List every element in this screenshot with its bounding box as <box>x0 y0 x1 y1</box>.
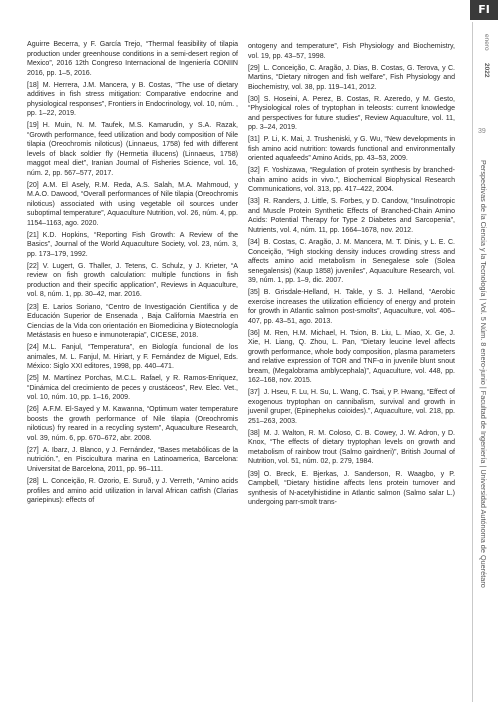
reference-entry <box>248 329 455 386</box>
reference-text: F. Yoshizawa, “Regulation of protein synthesis by branched-chain amino acids in vivo.”, Biochemical Biophysical Research Communications, vol. 313, pp. 417–422, 2004. <box>248 167 455 194</box>
reference-number: [39] <box>248 470 260 478</box>
reference-entry <box>248 64 455 93</box>
issue-year: 2022 <box>483 63 490 78</box>
reference-number: [19] <box>27 122 39 130</box>
reference-number: [38] <box>248 429 260 437</box>
reference-entry <box>27 343 238 372</box>
reference-text: A.F.M. El-Sayed y M. Kawanna, “Optimum water temperature boosts the growth performance of Nile tilapia (Oreochromis niloticus) fry reared in a recycling system”, Aquaculture Research, vol. 39, núm. 6, pp. 670–672, abr. 2008. <box>27 406 238 442</box>
reference-number: [29] <box>248 64 260 72</box>
reference-number: [37] <box>248 389 260 397</box>
reference-entry <box>27 181 238 229</box>
reference-number: [22] <box>27 262 39 270</box>
reference-text: A.M. El Asely, R.M. Reda, A.S. Salah, M.A. Mahmoud, y M.A.O. Dawood, “Overall performances of Nile tilapia (Oreochromis niloticus) associated with using vegetable oil sources under suboptimal temperature”, Aquaculture Nutrition, vol. 26, núm. 4, pp. 1154–1163, ago. 2020. <box>27 181 238 227</box>
reference-entry <box>27 81 238 119</box>
reference-text: Aguirre Becerra, y F. García Trejo, “Thermal feasibility of tilapia production under greenhouse conditions in a semi-desert region of Mexico”, 2016 12th Congreso Internacional de Ingeniería CONIIN 2016, pp. 1–5, 2016. <box>27 41 238 77</box>
reference-text: L. Conceição, R. Ozorio, E. Suruð, y J. Verreth, “Amino acids profiles and amino acid utilization in larval African catfish (Clarias gariepinus): effects of <box>27 478 238 505</box>
reference-entry <box>27 446 238 475</box>
reference-text: E. Larios Soriano, “Centro de Investigación Científica y de Educación Superior de Ensenada , Baja California Maestría en Ciencias de la Vida con orientación en Biomedicina y Biotecnología Metástasis en hueso e inmunoterapia”, CICESE, 2018. <box>27 303 238 340</box>
reference-number: [36] <box>248 329 260 337</box>
reference-entry <box>248 238 455 286</box>
journal-logo: FI <box>470 0 498 20</box>
reference-entry <box>27 262 238 300</box>
reference-text: J. Hseu, F. Lu, H. Su, L. Wang, C. Tsai, y P. Hwang, “Effect of exogenous tryptophan on cannibalism, survival and growth in juvenil gruper, (Epinephelus coioides).”, Aquaculture, vol. 218, pp. 251–263, 2003. <box>248 389 455 425</box>
reference-number: [27] <box>27 446 39 454</box>
reference-entry <box>248 166 455 195</box>
reference-text: M. Ren, H.M. Michael, H. Tsion, B. Liu, L. Miao, X. Ge, J. Xie, H. Liang, Q. Zhou, L. Pan, “Dietary leucine level affects growth performance, whole body composition, plasma parameters and relative expression of TOR and TNF-α in juvenile blunt snout bream, (Megalobrama amblycephala)”, Aquaculture, vol. 448, pp. 162–168, nov. 2015. <box>248 329 455 385</box>
reference-text: M. J. Walton, R. M. Coloso, C. B. Cowey, J. W. Adron, y D. Knox, “The effects of dietary tryptophan levels on growth and metabolism of rainbow trout (Salmo gairdneri)”, British Journal of Nutrition, vol. 51, núm. 02, p. 279, 1984. <box>248 429 455 466</box>
reference-number: [20] <box>27 181 39 189</box>
reference-entry <box>27 303 238 341</box>
reference-number: [35] <box>248 289 260 297</box>
reference-text: M. Martínez Porchas, M.C.L. Rafael, y R. Ramos-Enriquez, “Dinámica del crecimiento de peces y crustáceos”, Rev. Elec. Vet., vol. 10, núm. 10, pp. 1–16, 2009. <box>27 375 238 402</box>
references-right-column <box>248 42 455 510</box>
reference-entry <box>248 388 455 426</box>
reference-entry <box>27 121 238 178</box>
reference-number: [28] <box>27 478 39 486</box>
reference-text: V. Lugert, G. Thaller, J. Tetens, C. Schulz, y J. Krieter, “A review on fish growth calculation: multiple functions in fish production and their specific application”, Reviews in Aquaculture, vol. 8, núm. 1, pp. 30–42, mar. 2016. <box>27 262 238 299</box>
reference-text: A. Ibarz, J. Blanco, y J. Fernández, “Bases metabólicas de la nutrición.”, en Piscicultura marina en Latinoamerica, Barcelona: Universitat de Barcelona, 2011, pp. 96–111. <box>27 446 238 473</box>
reference-entry <box>27 231 238 260</box>
reference-number: [34] <box>248 239 260 247</box>
reference-text: K.D. Hopkins, “Reporting Fish Growth: A Review of the Basics”, Journal of the World Aquaculture Society, vol. 23, núm. 3, pp. 173–179, 1992. <box>27 231 238 258</box>
reference-entry <box>27 477 238 506</box>
reference-text: ontogeny and temperature”, Fish Physiology and Biochemistry, vol. 19, pp. 43–57, 1998. <box>248 43 455 60</box>
reference-number: [21] <box>27 231 39 239</box>
running-head: Perspectivas de la Ciencia y la Tecnología | Vol. 5 Núm. 8 enero-junio | Facultad de Ingeniería | Universidad Autónoma de Querétaro <box>479 160 488 588</box>
reference-entry <box>248 42 455 61</box>
reference-number: [24] <box>27 344 39 352</box>
reference-entry <box>248 470 455 508</box>
reference-text: R. Randers, J. Little, S. Forbes, y D. Candow, “Insulinotropic and Muscle Protein Synthetic Effects of Branched-Chain Amino Acids: Potential Therapy for Type 2 Diabetes and Sarcopenia”, Nutrients, vol. 4, núm. 11, pp. 1664–1678, nov. 2012. <box>248 198 455 234</box>
reference-number: [23] <box>27 303 39 311</box>
reference-number: [18] <box>27 81 39 89</box>
reference-text: S. Hoseini, A. Perez, B. Costas, R. Azeredo, y M. Gesto, “Physiological roles of tryptophan in teleosts: current knowledge and perspectives for future studies”, Review Aquaculture, vol. 11, pp. 3–24, 2019. <box>248 95 455 132</box>
reference-number: [33] <box>248 198 260 206</box>
side-divider <box>472 22 473 702</box>
reference-text: P. Li, K. Mai, J. Trusheniski, y G. Wu, “New developments in fish amino acid nutrition: towards functional and environmentally oriented aquafeeds” Amino Acids, pp. 43–53, 2009. <box>248 136 455 163</box>
reference-text: M. Herrera, J.M. Mancera, y B. Costas, “The use of dietary additives in fish stress mitigation: Comparative endocrine and physiological responses”, Frontiers in Endocrinology, vol. 10, núm. , pp. 1–22, 2019. <box>27 81 238 118</box>
reference-entry <box>248 135 455 164</box>
reference-entry <box>248 197 455 235</box>
references-left-column <box>27 40 238 508</box>
reference-number: [26] <box>27 406 39 414</box>
reference-text: B. Grisdale-Helland, H. Takle, y S. J. Helland, “Aerobic exercise increases the utilization efficiency of energy and protein for growth in Atlantic salmon post-smolts”, Aquaculture, vol. 406–407, pp. 43–51, ago. 2013. <box>248 289 455 325</box>
reference-entry <box>248 288 455 326</box>
reference-text: O. Breck, E. Bjerkas, J. Sanderson, R. Waagbo, y P. Campbell, “Dietary histidine affects lens protein turnover and synthesis of N-acetylhistidine in Atlantic salmon (Salmo salar L.) undergoing parr-smolt trans- <box>248 470 455 507</box>
reference-number: [32] <box>248 167 260 175</box>
reference-text: B. Costas, C. Aragão, J. M. Mancera, M. T. Dinis, y L. E. C. Conceição, “High stocking density induces crowding stress and affects amino acid metabolism in Senegalese sole (Solea senegalensis) (Kaup 1858) juveniles”, Aquaculture Research, vol. 39, núm. 1, pp. 1–9, dic. 2007. <box>248 239 455 285</box>
reference-entry <box>27 40 238 78</box>
reference-number: [30] <box>248 95 260 103</box>
issue-month: enero <box>483 34 490 51</box>
reference-entry <box>27 405 238 443</box>
reference-text: H. Muin, N. M. Taufek, M.S. Kamarudin, y S.A. Razak, “Growth performance, feed utilization and body composition of Nile tilapia (Oreochromis niloticus) (Linnaeus, 1758) fed with different levels of black soldier fly (Hermetia illucens) (Linnaeus, 1758) maggot meal diet”, Iranian Journal of Fisheries Science, vol. 16, núm. 2, pp. 567–577, 2017. <box>27 122 238 177</box>
reference-entry <box>27 374 238 403</box>
reference-text: L. Conceição, C. Aragão, J. Dias, B. Costas, G. Terova, y C. Martins, “Dietary nitrogen and fish welfare”, Fish Physiology and Biochemistry, vol. 38, pp. 119–141, 2012. <box>248 64 455 91</box>
reference-text: M.L. Fanjul, “Temperatura”, en Biología funcional de los animales, M. L. Fanjul, M. Hiriart, y F. Fernández de Miguel, Eds. México: Siglo XXI editores, 1998, pp. 440–471. <box>27 344 238 371</box>
reference-number: [25] <box>27 375 39 383</box>
page-number: 39 <box>478 128 486 135</box>
reference-entry <box>248 429 455 467</box>
reference-entry <box>248 95 455 133</box>
reference-number: [31] <box>248 136 260 144</box>
